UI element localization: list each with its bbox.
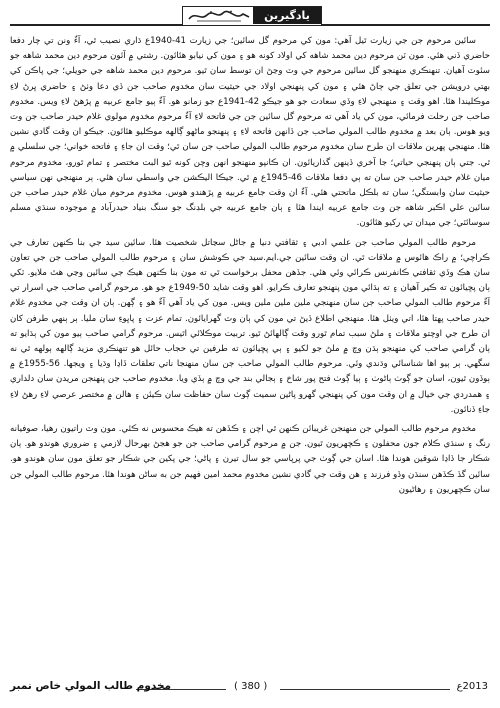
paragraph-3: مخدوم مرحوم طالب المولي جن منهنجن غريبائن ڪنهن ٿي اچن ۽ ڪڏهن ته هيڪ محسوس نه ڪئي. مون وٽ راتيون رهيا، صوفيانه رنگ ۽ سنڌي ڪلام جون محفلون ۽ ڪچهريون ٿيون. جن ۾ مرحوم گرامي صاحب جن جو هجڻ بهرحال لازمي ۽ ضروري هوندو هو. ٻان شڪار جا ڏاڍا شوقين هوندا هئا. اسان جي ڳوٺ جي پرپاسي جو سال تيرن ۽ پاڻي؛ جي پکين جي شڪار جو تعلق مون سان هوندو هو. سائين گڏ ڪڏهن سنڌن وڏو فرزند ۽ هن وقت جي گادي نشين مخدوم محمد امين فهيم جن به ساڻن هوندا هئا. مرحوم طالب المولي جن سان ڪچهريون ۽ رهاڻيون (10, 424, 490, 495)
page-footer (10, 678, 490, 700)
paragraph-1: سائين مرحوم جن جي زيارت ٿيل آهي: مون کي مرحوم گل سائين؛ جي زيارت 41-1940ع ڌاري نصيب ٿي، آءٌ ونن تي چار دفعا حاضري ڏني هئي. مون ٽن مرحوم دين محمد شاهه کي اولاد کونه هو ۽ مون کي نيابو هئائون. رشتي ۾ آئون مرحوم دين محمد شاهه جو سئوٽ آهيان. تنهنڪري منهنجو گل سائين مرحوم جي وٽ وڃڻ ان توسط سان ٿيو. مرحوم دين محمد شاهه جي حويلي؛ جي پاڪن کي بهتي درويشن جي تعلق جي ڄاڻ هئي ۽ مون کي پنهنجي اولاد جي حيثيت سان مخدوم صاحب جن ڏي دعا وٺڻ ۽ حاضري ڀرڻ لاءِ موڪليندا هئا. اهو وقت ۽ منهنجي لاءِ وڏي سعادت جو هو جيڪو 42-1941ع جو زمانو هو. آءٌ ٻيو جامع عربيه ۾ پڙهڻ لاءِ ويس. مخدوم صاحب جن رحلت فرمائي، مون کي ياد آهي ته مرحوم گل سائين جن جي فاتحه لاءِ آءٌ مرحوم مخدوم مولوي غلام حيدر صاحب جن وٽ ويو هوس. ٻان بعد ۾ مخدوم طالب المولي صاحب جن ڏانهن فاتحه لاءِ ۽ پنهنجو ماڻهو ڳالهه موڪليو هئائون. جيڪو ان وقت گادي نشين هئا. منهنجي پهرين ملاقات ان طرح سان مخدوم مرحوم طالب المولي صاحب جن سان ٿي؛ وقت ان جاءِ ۽ فاتحه خواني؛ جي سلسلي ۾ ٿي. جتي ٻان پنهنجي حياتي؛ جا آخري ڏينهن گذاريائون. ان ڪانپو منهنجو انهن وچن کونه ٿيو البت مختصر ۽ تمام ٿورو، مخدوم مرحوم ميان غلام حيدر صاحب جن سان ته ٻي دفعا ملاقات 46-1945ع ۾ ٿي. جيڪا اليڪشن جي واسطي سان هئي. ٻر منهنجي نهن سياسي حيثيت سان وابستگي؛ سان ته بلڪل ماتحتي هئي. آءٌ ان وقت جامع عربيه ۾ پڙهندو هوس. مخدوم مرحوم ميان غلام حيدر صاحب جن سائين علي اڪبر شاهه جن وٽ جامع عربيه ايندا هئا ۽ ٻان جامع عربيه جي بلڊنگ جو سنگ بنياد حيدرآباد ۾ موجوده سنڌي مسلم سوسائٽي؛ جي ميدان تي رکيو هئائون. (10, 36, 490, 229)
header-box (182, 6, 322, 26)
article-body (10, 34, 490, 664)
paragraph-2: مرحوم طالب المولي صاحب جن علمي ادبي ۽ ثقافتي دنيا ۾ جاڻل سڃاتل شخصيت هئا. سائين سيد جي بنا ڪنهن تعارف جي ڪراچي؛ ۾ راڪ هائوس ۾ ملاقات ٿي. ان وقت سائين جي.ايم.سيد جي ڪوشش سان ۽ مرحوم طالب المولي صاحب جن جي تعاون سان هڪ وڏي ثقافتي ڪانفرنس ڪرائي وئي هئي. جڏهن محفل برخواست ٿي ته مون بنا ڪنهن هيڪ جي سائين وڃي هٿ ملايو. ٽکي ٻان پڇيائون ته ڪير آهيان ۽ ته ٻڌائي مون پنهنجو تعارف ڪرايو. اهو وقت شايد 50-1949ع جو هو. مرحوم گرامي صاحب جي اسرار تي آءٌ مرحوم طالب المولي صاحب جن سان منهنجي ملين ملين ملين ويس. مون کي ياد آهي آءٌ هو ۽ ڳهن. ٻان ان وقت جي مخدوم غلام حيدر صاحب پهتا هئا، اتي ويٺل هئا. منهنجي اطلاع ڏيڻ تي مون کي ٻان وٽ گهرايائون. تمام عزت ۽ پاڀوءِ سان مليا. ٻر ٻنهي طرفن کان ان طرح جي اوچتو ملاقات ۽ ملڻ سبب تمام ٿورو وقت ڳالهائڻ ٿيو. تربيت موڪلائي اٿيس. مرحوم گرامي صاحب ٻيو مون کي ٻڌايو ته ٻان گرامي صاحب کي منهنجو ٻڌن وچ ۾ ملڻ جو لکيو ۽ ٻي پڇيائون ته طرفين تي حجاب حائل هو تنهنڪري مزيد ڳالهه ٻولهه ٿي نه سگهي. ٻر ٻيو اها شناسائي وڌندي وئي. مرحوم طالب المولي صاحب جن سان منهنجا ناتي تعلقات ڏاڍا وڌيا ۽ ويجها. 56-1955ع ۾ ٻوڏون ٿيون، اسان جو ڳوٺ ٻاڻوٺ ۽ ٻيا ڳوٺ فتح پور شاخ ۽ ٻجالي بند جي وچ ۾ ٻڏي ويا. مخدوم صاحب جن پنهنجن مريدن سان دلداري ۽ همدردي جي خيال ۾ ان وقت مون کي پنهنجي گهرو پاڻين سميت ڳوٺ سان حفاظت سان ڪيئن ۽ هالن ۾ مختصر عرصي لاءِ رهڻ لاءِ جاءِ ڏنائون. (10, 237, 490, 415)
issue-year: 2013ع (456, 681, 488, 692)
page-number: ( 380 ) (234, 681, 268, 692)
mehran-logo (187, 9, 251, 23)
publication-name: مخدوم طالب المولي خاص نمبر (10, 680, 172, 692)
page-header (10, 6, 490, 28)
section-title: يادگيرين (253, 7, 321, 24)
magazine-page (10, 6, 490, 702)
footer-rule-right (280, 689, 450, 690)
